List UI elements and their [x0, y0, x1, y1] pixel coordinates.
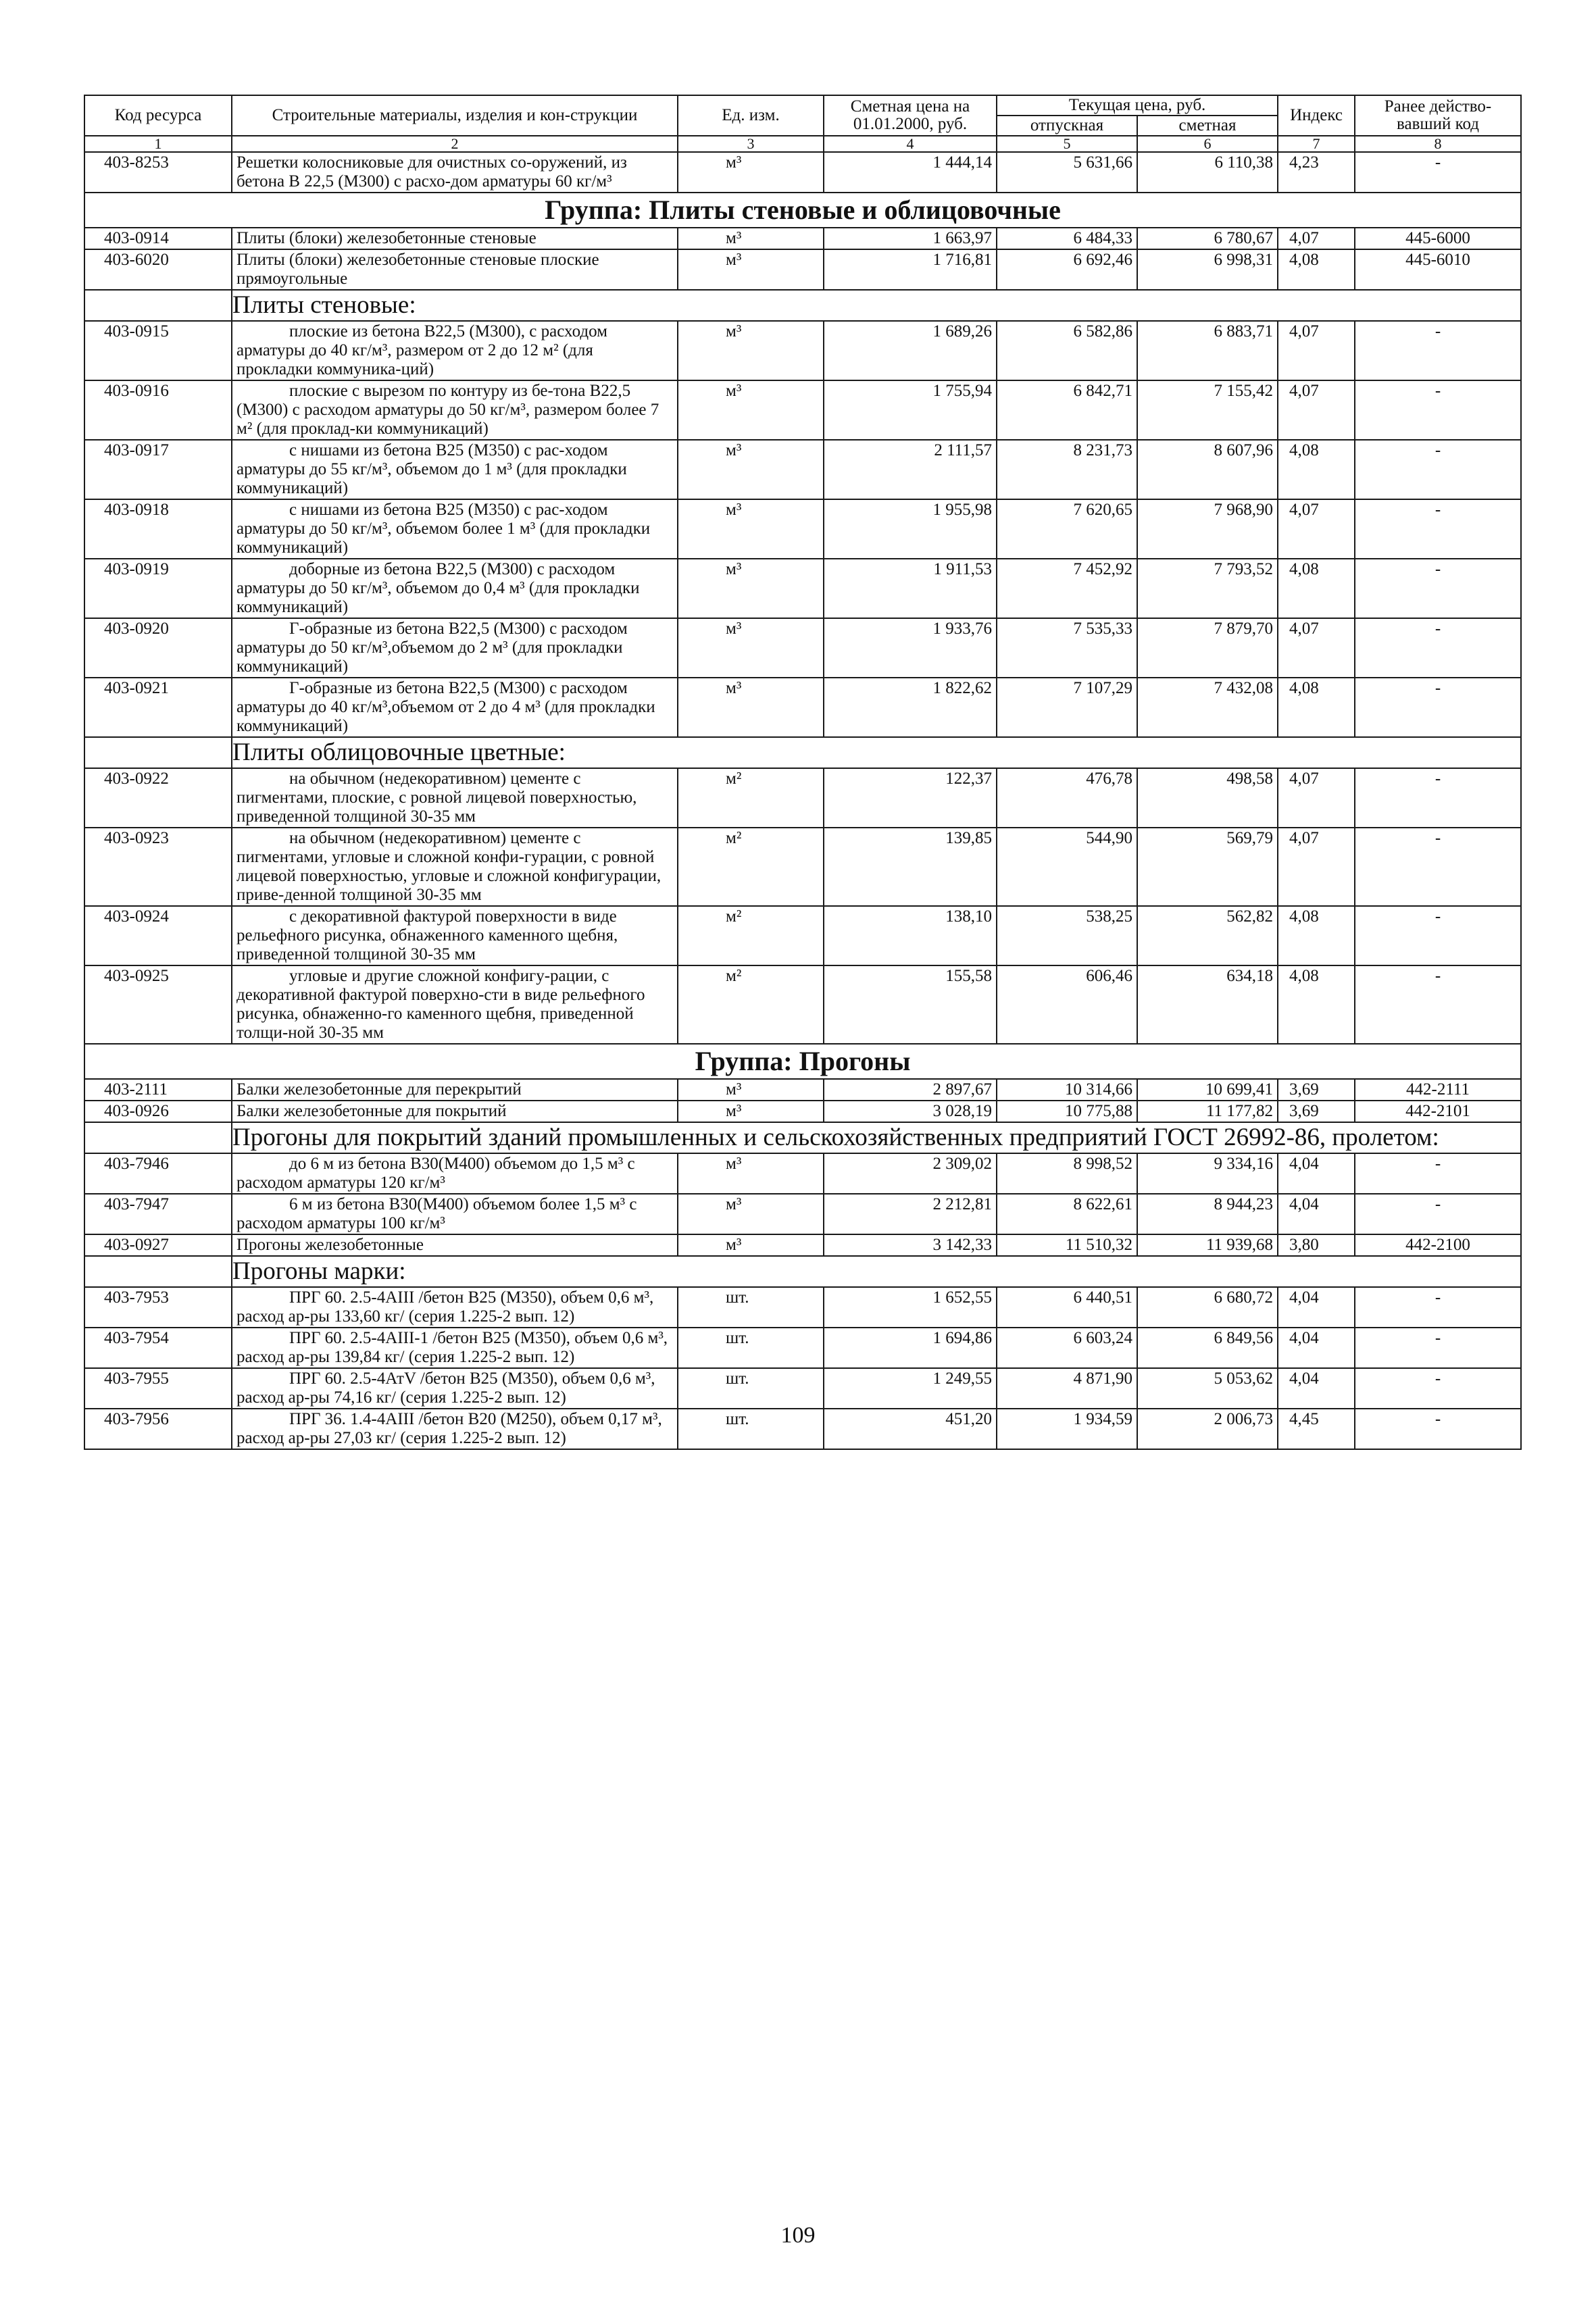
estimate-price-cell: 634,18: [1137, 965, 1278, 1044]
subheading: Прогоны марки:: [232, 1256, 1521, 1287]
index-cell: 4,08: [1278, 965, 1355, 1044]
material-description: плоские из бетона В22,5 (М300), с расходом арматуры до 40 кг/м³, размером от 2 до 12 м² (для прокладки коммуника-ций): [232, 321, 678, 380]
table-row: [84, 1328, 1521, 1368]
unit-cell: м³: [678, 499, 824, 559]
resource-code: 403-0921: [84, 678, 232, 737]
unit-cell: м³: [678, 1194, 824, 1234]
estimate-price-cell: 8 607,96: [1137, 440, 1278, 499]
resource-code: 403-0915: [84, 321, 232, 380]
prev-code-cell: -: [1355, 1194, 1521, 1234]
index-cell: 4,04: [1278, 1328, 1355, 1368]
resource-code: 403-0924: [84, 906, 232, 965]
header-estimate-price: сметная: [1137, 116, 1278, 136]
release-price-cell: 10 314,66: [997, 1079, 1137, 1101]
base-price-cell: 1 755,94: [824, 380, 997, 440]
base-price-cell: 1 911,53: [824, 559, 997, 618]
base-price-cell: 1 249,55: [824, 1368, 997, 1409]
table-row: [84, 618, 1521, 678]
table-row: [84, 1101, 1521, 1122]
resource-code: 403-7953: [84, 1287, 232, 1328]
unit-cell: м³: [678, 1153, 824, 1194]
column-number: 2: [232, 136, 678, 152]
release-price-cell: 7 535,33: [997, 618, 1137, 678]
unit-cell: м²: [678, 828, 824, 906]
material-description: ПРГ 60. 2.5-4АIII-1 /бетон В25 (М350), объем 0,6 м³, расход ар-ры 139,84 кг/ (серия 1.225-2 вып. 12): [232, 1328, 678, 1368]
base-price-cell: 2 212,81: [824, 1194, 997, 1234]
material-description: до 6 м из бетона В30(М400) объемом до 1,5 м³ с расходом арматуры 120 кг/м³: [232, 1153, 678, 1194]
estimate-price-cell: 10 699,41: [1137, 1079, 1278, 1101]
release-price-cell: 11 510,32: [997, 1234, 1137, 1256]
index-cell: 4,07: [1278, 499, 1355, 559]
group-heading: Группа: Плиты стеновые и облицовочные: [84, 193, 1521, 228]
header-unit: Ед. изм.: [678, 95, 824, 136]
base-price-cell: 1 663,97: [824, 228, 997, 249]
subheading-row: [84, 737, 1521, 768]
material-description: Решетки колосниковые для очистных со-оружений, из бетона В 22,5 (М300) с расхо-дом арматуры 60 кг/м³: [232, 152, 678, 193]
estimate-price-cell: 7 793,52: [1137, 559, 1278, 618]
prev-code-cell: 445-6000: [1355, 228, 1521, 249]
base-price-cell: 2 897,67: [824, 1079, 997, 1101]
index-cell: 4,08: [1278, 906, 1355, 965]
release-price-cell: 8 622,61: [997, 1194, 1137, 1234]
header-release-price: отпускная: [997, 116, 1137, 136]
base-price-cell: 1 822,62: [824, 678, 997, 737]
subheading-blank-cell: [84, 1122, 232, 1153]
estimate-price-cell: 7 432,08: [1137, 678, 1278, 737]
base-price-cell: 1 694,86: [824, 1328, 997, 1368]
release-price-cell: 6 842,71: [997, 380, 1137, 440]
prev-code-cell: -: [1355, 380, 1521, 440]
index-cell: 4,04: [1278, 1194, 1355, 1234]
index-cell: 4,45: [1278, 1409, 1355, 1449]
header-row: [84, 95, 1521, 116]
resource-code: 403-0926: [84, 1101, 232, 1122]
estimate-price-cell: 2 006,73: [1137, 1409, 1278, 1449]
unit-cell: м³: [678, 1079, 824, 1101]
resource-code: 403-0919: [84, 559, 232, 618]
column-number: 1: [84, 136, 232, 152]
subheading: Плиты облицовочные цветные:: [232, 737, 1521, 768]
release-price-cell: 8 231,73: [997, 440, 1137, 499]
table-row: [84, 828, 1521, 906]
prev-code-cell: -: [1355, 1328, 1521, 1368]
material-description: Плиты (блоки) железобетонные стеновые: [232, 228, 678, 249]
group-heading-row: [84, 1044, 1521, 1079]
unit-cell: м³: [678, 380, 824, 440]
column-number: 5: [997, 136, 1137, 152]
prev-code-cell: -: [1355, 906, 1521, 965]
release-price-cell: 538,25: [997, 906, 1137, 965]
material-description: ПРГ 36. 1.4-4АIII /бетон В20 (М250), объем 0,17 м³, расход ар-ры 27,03 кг/ (серия 1.225-2 вып. 12): [232, 1409, 678, 1449]
base-price-cell: 122,37: [824, 768, 997, 828]
estimate-price-cell: 498,58: [1137, 768, 1278, 828]
unit-cell: м³: [678, 228, 824, 249]
base-price-cell: 1 689,26: [824, 321, 997, 380]
header-material: Строительные материалы, изделия и кон-струкции: [232, 95, 678, 136]
prev-code-cell: -: [1355, 1287, 1521, 1328]
resource-code: 403-8253: [84, 152, 232, 193]
estimate-price-cell: 5 053,62: [1137, 1368, 1278, 1409]
resource-code: 403-7956: [84, 1409, 232, 1449]
release-price-cell: 6 692,46: [997, 249, 1137, 290]
estimate-price-cell: 6 110,38: [1137, 152, 1278, 193]
prev-code-cell: -: [1355, 440, 1521, 499]
unit-cell: шт.: [678, 1328, 824, 1368]
table-row: [84, 380, 1521, 440]
prev-code-cell: -: [1355, 152, 1521, 193]
release-price-cell: 476,78: [997, 768, 1137, 828]
resource-code: 403-0925: [84, 965, 232, 1044]
column-number-row: [84, 136, 1521, 152]
header-index: Индекс: [1278, 95, 1355, 136]
material-description: с нишами из бетона В25 (М350) с рас-ходом арматуры до 55 кг/м³, объемом до 1 м³ (для прокладки коммуникаций): [232, 440, 678, 499]
table-row: [84, 152, 1521, 193]
column-number: 3: [678, 136, 824, 152]
price-table: [84, 95, 1522, 1450]
material-description: плоские с вырезом по контуру из бе-тона В22,5 (М300) с расходом арматуры до 50 кг/м³, размером более 7 м² (для проклад-ки коммуникаций): [232, 380, 678, 440]
table-body: [84, 152, 1521, 1449]
base-price-cell: 1 955,98: [824, 499, 997, 559]
release-price-cell: 606,46: [997, 965, 1137, 1044]
table-row: [84, 1079, 1521, 1101]
release-price-cell: 7 620,65: [997, 499, 1137, 559]
base-price-cell: 139,85: [824, 828, 997, 906]
table-row: [84, 1409, 1521, 1449]
material-description: ПРГ 60. 2.5-4АтV /бетон В25 (М350), объем 0,6 м³, расход ар-ры 74,16 кг/ (серия 1.225-2 вып. 12): [232, 1368, 678, 1409]
header-prev-code: Ранее действо-вавший код: [1355, 95, 1521, 136]
index-cell: 4,07: [1278, 768, 1355, 828]
material-description: с нишами из бетона В25 (М350) с рас-ходом арматуры до 50 кг/м³, объемом более 1 м³ (для прокладки коммуникаций): [232, 499, 678, 559]
base-price-cell: 451,20: [824, 1409, 997, 1449]
release-price-cell: 6 603,24: [997, 1328, 1137, 1368]
index-cell: 4,04: [1278, 1153, 1355, 1194]
material-description: Г-образные из бетона В22,5 (М300) с расходом арматуры до 40 кг/м³,объемом от 2 до 4 м³ (для прокладки коммуникаций): [232, 678, 678, 737]
subheading: Прогоны для покрытий зданий промышленных и сельскохозяйственных предприятий ГОСТ 26992-86, пролетом:: [232, 1122, 1521, 1153]
unit-cell: м³: [678, 249, 824, 290]
index-cell: 3,69: [1278, 1101, 1355, 1122]
base-price-cell: 1 652,55: [824, 1287, 997, 1328]
subheading: Плиты стеновые:: [232, 290, 1521, 321]
material-description: на обычном (недекоративном) цементе с пигментами, угловые и сложной конфи-гурации, с ровной лицевой поверхностью, угловые и сложной конфигурации, приве-денной толщиной 30-35 мм: [232, 828, 678, 906]
index-cell: 3,80: [1278, 1234, 1355, 1256]
release-price-cell: 10 775,88: [997, 1101, 1137, 1122]
index-cell: 4,08: [1278, 559, 1355, 618]
header-current-price: Текущая цена, руб.: [997, 95, 1278, 116]
column-number: 8: [1355, 136, 1521, 152]
material-description: Плиты (блоки) железобетонные стеновые плоские прямоугольные: [232, 249, 678, 290]
unit-cell: м³: [678, 678, 824, 737]
table-row: [84, 1368, 1521, 1409]
prev-code-cell: -: [1355, 1153, 1521, 1194]
release-price-cell: 6 440,51: [997, 1287, 1137, 1328]
estimate-price-cell: 6 680,72: [1137, 1287, 1278, 1328]
release-price-cell: 1 934,59: [997, 1409, 1137, 1449]
release-price-cell: 6 484,33: [997, 228, 1137, 249]
resource-code: 403-0922: [84, 768, 232, 828]
unit-cell: шт.: [678, 1287, 824, 1328]
base-price-cell: 3 142,33: [824, 1234, 997, 1256]
index-cell: 4,07: [1278, 380, 1355, 440]
material-description: с декоративной фактурой поверхности в виде рельефного рисунка, обнаженного каменного щебня, приведенной толщиной 30-35 мм: [232, 906, 678, 965]
material-description: Балки железобетонные для перекрытий: [232, 1079, 678, 1101]
prev-code-cell: -: [1355, 828, 1521, 906]
price-table-sheet: [84, 95, 1520, 1450]
resource-code: 403-7946: [84, 1153, 232, 1194]
base-price-cell: 3 028,19: [824, 1101, 997, 1122]
material-description: Прогоны железобетонные: [232, 1234, 678, 1256]
header-code: Код ресурса: [84, 95, 232, 136]
unit-cell: м³: [678, 152, 824, 193]
release-price-cell: 544,90: [997, 828, 1137, 906]
index-cell: 4,07: [1278, 228, 1355, 249]
base-price-cell: 1 716,81: [824, 249, 997, 290]
group-heading: Группа: Прогоны: [84, 1044, 1521, 1079]
unit-cell: м³: [678, 440, 824, 499]
index-cell: 4,07: [1278, 618, 1355, 678]
unit-cell: м²: [678, 965, 824, 1044]
estimate-price-cell: 9 334,16: [1137, 1153, 1278, 1194]
base-price-cell: 2 111,57: [824, 440, 997, 499]
estimate-price-cell: 569,79: [1137, 828, 1278, 906]
unit-cell: м³: [678, 321, 824, 380]
subheading-blank-cell: [84, 1256, 232, 1287]
release-price-cell: 5 631,66: [997, 152, 1137, 193]
release-price-cell: 7 452,92: [997, 559, 1137, 618]
resource-code: 403-6020: [84, 249, 232, 290]
table-row: [84, 1234, 1521, 1256]
resource-code: 403-0914: [84, 228, 232, 249]
prev-code-cell: 445-6010: [1355, 249, 1521, 290]
index-cell: 4,04: [1278, 1368, 1355, 1409]
table-row: [84, 499, 1521, 559]
material-description: Балки железобетонные для покрытий: [232, 1101, 678, 1122]
estimate-price-cell: 11 177,82: [1137, 1101, 1278, 1122]
prev-code-cell: -: [1355, 321, 1521, 380]
unit-cell: м³: [678, 618, 824, 678]
index-cell: 4,08: [1278, 440, 1355, 499]
resource-code: 403-7955: [84, 1368, 232, 1409]
prev-code-cell: 442-2101: [1355, 1101, 1521, 1122]
base-price-cell: 1 444,14: [824, 152, 997, 193]
subheading-row: [84, 1256, 1521, 1287]
table-row: [84, 1194, 1521, 1234]
estimate-price-cell: 7 879,70: [1137, 618, 1278, 678]
release-price-cell: 8 998,52: [997, 1153, 1137, 1194]
estimate-price-cell: 6 849,56: [1137, 1328, 1278, 1368]
estimate-price-cell: 6 883,71: [1137, 321, 1278, 380]
unit-cell: шт.: [678, 1368, 824, 1409]
estimate-price-cell: 11 939,68: [1137, 1234, 1278, 1256]
unit-cell: м²: [678, 768, 824, 828]
table-row: [84, 1153, 1521, 1194]
table-row: [84, 678, 1521, 737]
table-row: [84, 965, 1521, 1044]
resource-code: 403-0927: [84, 1234, 232, 1256]
table-row: [84, 768, 1521, 828]
table-row: [84, 906, 1521, 965]
table-row: [84, 559, 1521, 618]
subheading-row: [84, 290, 1521, 321]
base-price-cell: 138,10: [824, 906, 997, 965]
base-price-cell: 1 933,76: [824, 618, 997, 678]
material-description: угловые и другие сложной конфигу-рации, с декоративной фактурой поверхно-сти в виде рельефного рисунка, обнаженно-го каменного щебня, приведенной толщи-ной 30-35 мм: [232, 965, 678, 1044]
table-row: [84, 1287, 1521, 1328]
column-number: 6: [1137, 136, 1278, 152]
estimate-price-cell: 8 944,23: [1137, 1194, 1278, 1234]
estimate-price-cell: 6 780,67: [1137, 228, 1278, 249]
base-price-cell: 2 309,02: [824, 1153, 997, 1194]
resource-code: 403-7954: [84, 1328, 232, 1368]
header-base-price: Сметная цена на 01.01.2000, руб.: [824, 95, 997, 136]
index-cell: 4,07: [1278, 321, 1355, 380]
table-row: [84, 321, 1521, 380]
resource-code: 403-0917: [84, 440, 232, 499]
prev-code-cell: -: [1355, 1368, 1521, 1409]
unit-cell: м³: [678, 1101, 824, 1122]
unit-cell: шт.: [678, 1409, 824, 1449]
resource-code: 403-0916: [84, 380, 232, 440]
prev-code-cell: -: [1355, 768, 1521, 828]
resource-code: 403-0918: [84, 499, 232, 559]
resource-code: 403-2111: [84, 1079, 232, 1101]
page-number: 109: [780, 2223, 816, 2248]
table-row: [84, 440, 1521, 499]
column-number: 7: [1278, 136, 1355, 152]
release-price-cell: 7 107,29: [997, 678, 1137, 737]
index-cell: 4,07: [1278, 828, 1355, 906]
prev-code-cell: -: [1355, 965, 1521, 1044]
prev-code-cell: -: [1355, 1409, 1521, 1449]
material-description: доборные из бетона В22,5 (М300) с расходом арматуры до 50 кг/м³, объемом до 0,4 м³ (для прокладки коммуникаций): [232, 559, 678, 618]
estimate-price-cell: 7 155,42: [1137, 380, 1278, 440]
subheading-row: [84, 1122, 1521, 1153]
prev-code-cell: -: [1355, 499, 1521, 559]
index-cell: 4,23: [1278, 152, 1355, 193]
column-number: 4: [824, 136, 997, 152]
release-price-cell: 6 582,86: [997, 321, 1137, 380]
material-description: на обычном (недекоративном) цементе с пигментами, плоские, с ровной лицевой поверхностью, приведенной толщиной 30-35 мм: [232, 768, 678, 828]
resource-code: 403-0920: [84, 618, 232, 678]
base-price-cell: 155,58: [824, 965, 997, 1044]
table-row: [84, 228, 1521, 249]
prev-code-cell: -: [1355, 678, 1521, 737]
estimate-price-cell: 7 968,90: [1137, 499, 1278, 559]
index-cell: 4,04: [1278, 1287, 1355, 1328]
material-description: ПРГ 60. 2.5-4АIII /бетон В25 (М350), объем 0,6 м³, расход ар-ры 133,60 кг/ (серия 1.225-2 вып. 12): [232, 1287, 678, 1328]
estimate-price-cell: 562,82: [1137, 906, 1278, 965]
prev-code-cell: -: [1355, 559, 1521, 618]
index-cell: 4,08: [1278, 678, 1355, 737]
prev-code-cell: -: [1355, 618, 1521, 678]
unit-cell: м²: [678, 906, 824, 965]
table-row: [84, 249, 1521, 290]
material-description: 6 м из бетона В30(М400) объемом более 1,5 м³ с расходом арматуры 100 кг/м³: [232, 1194, 678, 1234]
unit-cell: м³: [678, 559, 824, 618]
resource-code: 403-0923: [84, 828, 232, 906]
release-price-cell: 4 871,90: [997, 1368, 1137, 1409]
estimate-price-cell: 6 998,31: [1137, 249, 1278, 290]
resource-code: 403-7947: [84, 1194, 232, 1234]
prev-code-cell: 442-2100: [1355, 1234, 1521, 1256]
index-cell: 3,69: [1278, 1079, 1355, 1101]
subheading-blank-cell: [84, 290, 232, 321]
group-heading-row: [84, 193, 1521, 228]
index-cell: 4,08: [1278, 249, 1355, 290]
unit-cell: м³: [678, 1234, 824, 1256]
prev-code-cell: 442-2111: [1355, 1079, 1521, 1101]
material-description: Г-образные из бетона В22,5 (М300) с расходом арматуры до 50 кг/м³,объемом до 2 м³ (для прокладки коммуникаций): [232, 618, 678, 678]
subheading-blank-cell: [84, 737, 232, 768]
